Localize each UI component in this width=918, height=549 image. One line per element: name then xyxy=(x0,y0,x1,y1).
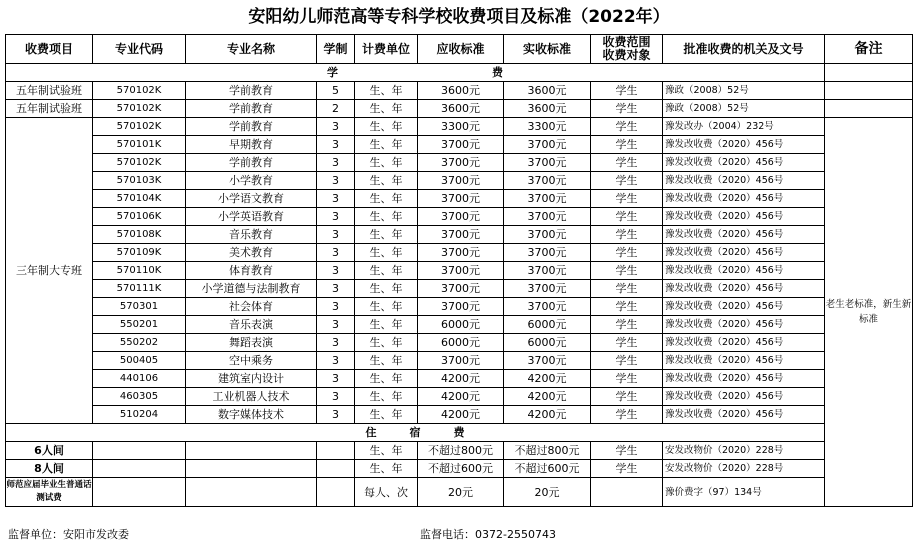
cell-code: 570102K xyxy=(93,154,186,172)
cell-scope: 学生 xyxy=(591,262,663,280)
cell-approval: 豫发改收费（2020）456号 xyxy=(663,316,825,334)
cell-actual: 不超过800元 xyxy=(504,442,591,460)
table-row xyxy=(6,298,913,316)
cell-years: 3 xyxy=(317,154,355,172)
cell-unit: 生、年 xyxy=(355,136,418,154)
cell-standard: 6000元 xyxy=(418,334,504,352)
cell-unit: 生、年 xyxy=(355,100,418,118)
cell-code: 570109K xyxy=(93,244,186,262)
cell-code: 570102K xyxy=(93,82,186,100)
cell-actual: 6000元 xyxy=(504,316,591,334)
cell-unit: 生、年 xyxy=(355,244,418,262)
cell-years: 3 xyxy=(317,298,355,316)
table-row xyxy=(6,352,913,370)
cell-scope: 学生 xyxy=(591,280,663,298)
cell-code: 570102K xyxy=(93,100,186,118)
cell-years: 3 xyxy=(317,244,355,262)
table-row xyxy=(6,172,913,190)
cell-name: 学前教育 xyxy=(186,100,317,118)
cell-approval: 豫发改收费（2020）456号 xyxy=(663,370,825,388)
cell-approval: 豫发改收费（2020）456号 xyxy=(663,154,825,172)
cell-standard: 3700元 xyxy=(418,352,504,370)
cell-years: 3 xyxy=(317,190,355,208)
cell-name: 早期教育 xyxy=(186,136,317,154)
header-unit: 计费单位 xyxy=(355,35,418,64)
cell-scope: 学生 xyxy=(591,244,663,262)
footer-supervisor: 监督单位：安阳市发改委 xyxy=(8,528,129,541)
cell-unit: 生、年 xyxy=(355,460,418,478)
cell-unit: 生、年 xyxy=(355,442,418,460)
cell-actual: 不超过600元 xyxy=(504,460,591,478)
cell-actual: 3300元 xyxy=(504,118,591,136)
cell-scope: 学生 xyxy=(591,82,663,100)
cell-standard: 3700元 xyxy=(418,208,504,226)
cell-name: 小学语文教育 xyxy=(186,190,317,208)
cell-actual: 6000元 xyxy=(504,334,591,352)
header-remark: 备注 xyxy=(825,35,913,64)
cell-approval: 豫发改收费（2020）456号 xyxy=(663,262,825,280)
cell-unit: 生、年 xyxy=(355,370,418,388)
cell-approval: 豫发改收费（2020）456号 xyxy=(663,406,825,424)
table-row xyxy=(6,406,913,424)
cell-actual: 4200元 xyxy=(504,406,591,424)
cell-unit: 生、年 xyxy=(355,226,418,244)
cell-scope: 学生 xyxy=(591,208,663,226)
cell-three-year-label: 三年制大专班 xyxy=(6,118,93,424)
cell-code xyxy=(93,460,186,478)
cell-scope: 学生 xyxy=(591,136,663,154)
cell-item: 6人间 xyxy=(6,442,93,460)
cell-approval: 豫政（2008）52号 xyxy=(663,82,825,100)
cell-standard: 3700元 xyxy=(418,136,504,154)
cell-unit: 生、年 xyxy=(355,154,418,172)
cell-name: 学前教育 xyxy=(186,118,317,136)
cell-unit: 生、年 xyxy=(355,172,418,190)
cell-name: 小学道德与法制教育 xyxy=(186,280,317,298)
header-approval: 批准收费的机关及文号 xyxy=(663,35,825,64)
cell-code: 570301 xyxy=(93,298,186,316)
table-row xyxy=(6,82,913,100)
cell-unit: 生、年 xyxy=(355,406,418,424)
table-row xyxy=(6,208,913,226)
cell-code: 550202 xyxy=(93,334,186,352)
cell-item: 8人间 xyxy=(6,460,93,478)
cell-years: 3 xyxy=(317,136,355,154)
remark-note: 老生老标准，新生新标准 xyxy=(825,118,913,507)
cell-code: 550201 xyxy=(93,316,186,334)
cell-name: 小学英语教育 xyxy=(186,208,317,226)
cell-item: 师范应届毕业生普通话测试费 xyxy=(6,478,93,507)
cell-approval: 豫发改收费（2020）456号 xyxy=(663,172,825,190)
cell-unit: 生、年 xyxy=(355,82,418,100)
cell-years xyxy=(317,460,355,478)
cell-name xyxy=(186,442,317,460)
table-row xyxy=(6,316,913,334)
cell-approval: 豫发改收费（2020）456号 xyxy=(663,298,825,316)
table-row xyxy=(6,388,913,406)
cell-actual: 3700元 xyxy=(504,208,591,226)
cell-approval: 豫发改收费（2020）456号 xyxy=(663,136,825,154)
cell-standard: 3700元 xyxy=(418,226,504,244)
header-name: 专业名称 xyxy=(186,35,317,64)
cell-years: 3 xyxy=(317,370,355,388)
table-row xyxy=(6,118,913,136)
cell-scope: 学生 xyxy=(591,406,663,424)
cell-scope: 学生 xyxy=(591,226,663,244)
cell-approval: 豫发改收费（2020）456号 xyxy=(663,388,825,406)
cell-standard: 3700元 xyxy=(418,280,504,298)
cell-actual: 3700元 xyxy=(504,190,591,208)
table-row xyxy=(6,190,913,208)
table-body xyxy=(6,64,913,507)
cell-code: 570106K xyxy=(93,208,186,226)
cell-actual: 3700元 xyxy=(504,136,591,154)
cell-name: 建筑室内设计 xyxy=(186,370,317,388)
header-years: 学制 xyxy=(317,35,355,64)
cell-scope: 学生 xyxy=(591,316,663,334)
cell-years: 2 xyxy=(317,100,355,118)
cell-actual: 3700元 xyxy=(504,244,591,262)
cell-years: 3 xyxy=(317,172,355,190)
header-scope: 收费范围收费对象 xyxy=(591,35,663,64)
cell-unit: 生、年 xyxy=(355,190,418,208)
table-row xyxy=(6,154,913,172)
cell-standard: 3700元 xyxy=(418,172,504,190)
cell-name: 工业机器人技术 xyxy=(186,388,317,406)
table-row xyxy=(6,262,913,280)
header-code: 专业代码 xyxy=(93,35,186,64)
cell-standard: 4200元 xyxy=(418,388,504,406)
cell-scope: 学生 xyxy=(591,460,663,478)
remark-cell xyxy=(825,64,913,82)
header-standard: 应收标准 xyxy=(418,35,504,64)
cell-code: 570104K xyxy=(93,190,186,208)
cell-standard: 3700元 xyxy=(418,298,504,316)
cell-approval: 豫发改收费（2020）456号 xyxy=(663,226,825,244)
cell-unit: 生、年 xyxy=(355,352,418,370)
table-row xyxy=(6,100,913,118)
cell-scope: 学生 xyxy=(591,298,663,316)
cell-years: 3 xyxy=(317,334,355,352)
cell-approval: 豫发改办（2004）232号 xyxy=(663,118,825,136)
cell-actual: 3700元 xyxy=(504,226,591,244)
table-row xyxy=(6,136,913,154)
cell-actual: 3700元 xyxy=(504,352,591,370)
cell-years: 3 xyxy=(317,352,355,370)
table-row xyxy=(6,460,913,478)
cell-years: 3 xyxy=(317,208,355,226)
cell-approval: 豫政（2008）52号 xyxy=(663,100,825,118)
cell-actual: 3600元 xyxy=(504,100,591,118)
cell-remark xyxy=(825,82,913,100)
section-tuition: 学 费 xyxy=(6,64,825,82)
cell-actual: 4200元 xyxy=(504,370,591,388)
cell-unit: 每人、次 xyxy=(355,478,418,507)
cell-name xyxy=(186,460,317,478)
cell-unit: 生、年 xyxy=(355,334,418,352)
section-row-tuition xyxy=(6,64,913,82)
cell-approval: 豫发改收费（2020）456号 xyxy=(663,280,825,298)
cell-standard: 3300元 xyxy=(418,118,504,136)
cell-scope xyxy=(591,478,663,507)
header-item: 收费项目 xyxy=(6,35,93,64)
cell-code: 570110K xyxy=(93,262,186,280)
cell-name: 学前教育 xyxy=(186,82,317,100)
table-row xyxy=(6,280,913,298)
cell-standard: 6000元 xyxy=(418,316,504,334)
cell-approval: 豫价费字（97）134号 xyxy=(663,478,825,507)
cell-unit: 生、年 xyxy=(355,298,418,316)
page-title: 安阳幼儿师范高等专科学校收费项目及标准（2022年） xyxy=(248,7,670,27)
cell-years: 3 xyxy=(317,406,355,424)
section-lodging: 住 宿 费 xyxy=(6,424,825,442)
cell-actual: 4200元 xyxy=(504,388,591,406)
cell-years: 3 xyxy=(317,118,355,136)
header-row xyxy=(6,35,913,64)
cell-standard: 20元 xyxy=(418,478,504,507)
cell-scope: 学生 xyxy=(591,388,663,406)
cell-approval: 豫发改收费（2020）456号 xyxy=(663,208,825,226)
cell-standard: 3700元 xyxy=(418,190,504,208)
cell-item: 五年制试验班 xyxy=(6,100,93,118)
footer-phone: 监督电话：0372-2550743 xyxy=(420,528,556,541)
cell-scope: 学生 xyxy=(591,118,663,136)
table-row xyxy=(6,370,913,388)
cell-item: 五年制试验班 xyxy=(6,82,93,100)
cell-unit: 生、年 xyxy=(355,262,418,280)
cell-unit: 生、年 xyxy=(355,118,418,136)
table-row xyxy=(6,244,913,262)
cell-name: 学前教育 xyxy=(186,154,317,172)
cell-approval: 豫发改收费（2020）456号 xyxy=(663,244,825,262)
cell-years: 5 xyxy=(317,82,355,100)
cell-years: 3 xyxy=(317,226,355,244)
cell-actual: 3700元 xyxy=(504,262,591,280)
cell-code: 500405 xyxy=(93,352,186,370)
cell-actual: 3700元 xyxy=(504,298,591,316)
table-row xyxy=(6,478,913,507)
section-row-lodging xyxy=(6,424,913,442)
cell-approval: 安发改物价（2020）228号 xyxy=(663,442,825,460)
cell-code: 570108K xyxy=(93,226,186,244)
cell-standard: 4200元 xyxy=(418,370,504,388)
cell-years: 3 xyxy=(317,388,355,406)
cell-code: 510204 xyxy=(93,406,186,424)
table-row xyxy=(6,442,913,460)
cell-actual: 3700元 xyxy=(504,280,591,298)
cell-approval: 安发改物价（2020）228号 xyxy=(663,460,825,478)
cell-name: 舞蹈表演 xyxy=(186,334,317,352)
cell-code: 570103K xyxy=(93,172,186,190)
cell-code: 570111K xyxy=(93,280,186,298)
cell-standard: 3600元 xyxy=(418,100,504,118)
cell-scope: 学生 xyxy=(591,172,663,190)
cell-code xyxy=(93,478,186,507)
cell-actual: 20元 xyxy=(504,478,591,507)
fee-table xyxy=(5,34,913,507)
cell-actual: 3700元 xyxy=(504,154,591,172)
cell-actual: 3700元 xyxy=(504,172,591,190)
cell-remark xyxy=(825,100,913,118)
cell-name: 美术教育 xyxy=(186,244,317,262)
cell-scope: 学生 xyxy=(591,154,663,172)
cell-scope: 学生 xyxy=(591,352,663,370)
cell-approval: 豫发改收费（2020）456号 xyxy=(663,352,825,370)
cell-name: 音乐教育 xyxy=(186,226,317,244)
cell-name: 小学教育 xyxy=(186,172,317,190)
cell-years: 3 xyxy=(317,262,355,280)
cell-name xyxy=(186,478,317,507)
cell-standard: 不超过600元 xyxy=(418,460,504,478)
cell-code: 440106 xyxy=(93,370,186,388)
table-row xyxy=(6,334,913,352)
cell-standard: 3700元 xyxy=(418,244,504,262)
cell-scope: 学生 xyxy=(591,370,663,388)
cell-standard: 不超过800元 xyxy=(418,442,504,460)
cell-years xyxy=(317,478,355,507)
cell-approval: 豫发改收费（2020）456号 xyxy=(663,334,825,352)
cell-scope: 学生 xyxy=(591,190,663,208)
cell-name: 音乐表演 xyxy=(186,316,317,334)
cell-code xyxy=(93,442,186,460)
cell-unit: 生、年 xyxy=(355,316,418,334)
cell-years: 3 xyxy=(317,316,355,334)
cell-code: 570102K xyxy=(93,118,186,136)
cell-scope: 学生 xyxy=(591,442,663,460)
header-actual: 实收标准 xyxy=(504,35,591,64)
cell-code: 460305 xyxy=(93,388,186,406)
cell-unit: 生、年 xyxy=(355,208,418,226)
cell-approval: 豫发改收费（2020）456号 xyxy=(663,190,825,208)
cell-name: 数字媒体技术 xyxy=(186,406,317,424)
cell-scope: 学生 xyxy=(591,334,663,352)
cell-standard: 3600元 xyxy=(418,82,504,100)
cell-years xyxy=(317,442,355,460)
cell-actual: 3600元 xyxy=(504,82,591,100)
cell-unit: 生、年 xyxy=(355,280,418,298)
cell-standard: 3700元 xyxy=(418,154,504,172)
table-row xyxy=(6,226,913,244)
cell-scope: 学生 xyxy=(591,100,663,118)
cell-code: 570101K xyxy=(93,136,186,154)
cell-name: 社会体育 xyxy=(186,298,317,316)
cell-unit: 生、年 xyxy=(355,388,418,406)
cell-standard: 3700元 xyxy=(418,262,504,280)
cell-name: 体育教育 xyxy=(186,262,317,280)
cell-standard: 4200元 xyxy=(418,406,504,424)
cell-years: 3 xyxy=(317,280,355,298)
cell-name: 空中乘务 xyxy=(186,352,317,370)
